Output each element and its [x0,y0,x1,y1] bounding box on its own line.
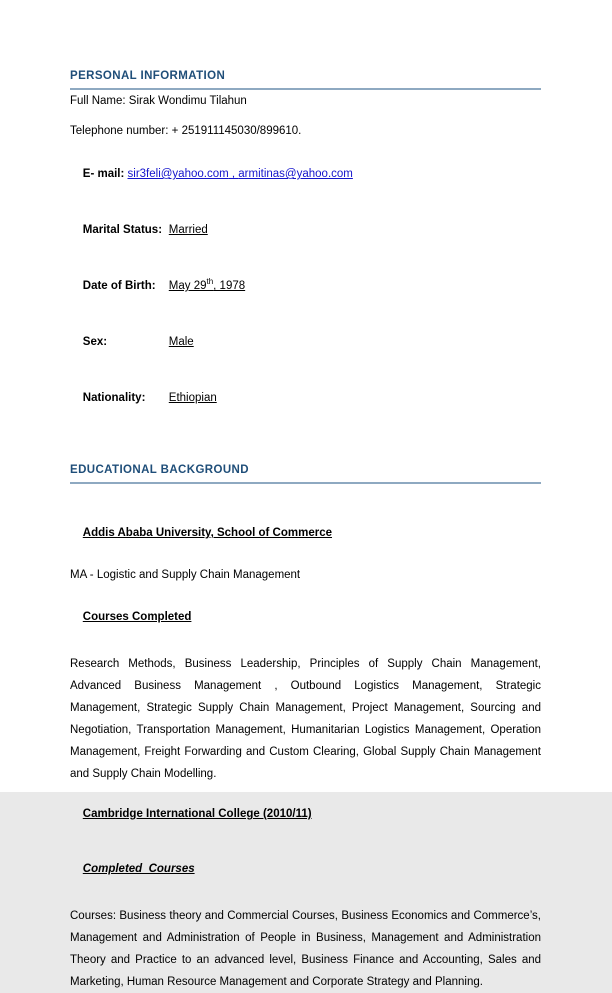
courses-completed-line [70,598,541,637]
email-link-secondary[interactable]: armitinas@yahoo.com [238,168,353,180]
nationality-label: Nationality: [82,392,146,404]
completed-courses-label: Completed Courses [82,863,195,875]
courses2-paragraph: Courses: Business theory and Commercial Courses, Business Economics and Commerce’s, Management and Administration of People in Business, Management and Administration Theory and Practice to an advanced level, Business Finance and Accounting, Sales and Marketing, Human Resource Management and Corporate Strategy and Planning. [70,910,541,988]
nationality-row [70,379,541,418]
school1-title-line [70,514,541,553]
email-link-primary[interactable]: sir3feli@yahoo.com [127,168,229,180]
marital-status-row [70,211,541,250]
telephone-line: Telephone number: + 251911145030/899610. [70,125,302,137]
school2-title-line [70,795,541,834]
date-of-birth-row [70,267,541,306]
school2-title: Cambridge International College (2010/11) [82,808,312,820]
marital-status-label: Marital Status: [82,224,163,236]
personal-information-heading: PERSONAL INFORMATION [70,70,541,90]
date-of-birth-label: Date of Birth: [82,280,156,292]
sex-value: Male [168,336,194,348]
email-label: E- mail: [82,168,128,180]
completed-courses-line [70,850,541,889]
sex-row [70,323,541,362]
date-of-birth-value: May 29th, 1978 [168,277,246,292]
degree1-line: MA - Logistic and Supply Chain Management [70,569,301,581]
marital-status-value: Married [168,224,208,236]
email-line [70,155,541,194]
email-link-separator: , [228,168,239,180]
courses-completed-label: Courses Completed [82,611,192,623]
nationality-value: Ethiopian [168,392,217,404]
full-name-line: Full Name: Sirak Wondimu Tilahun [70,95,247,107]
courses1-paragraph: Research Methods, Business Leadership, Principles of Supply Chain Management, Advanced Business Management , Outbound Logistics Management, Strategic Management, Strategic Supply Chain Management, Project Management, Sourcing and Negotiation, Transportation Management, Humanitarian Logistics Management, Operation Management, Freight Forwarding and Custom Clearing, Global Supply Chain Management and Supply Chain Modelling. [70,658,541,780]
educational-background-heading: EDUCATIONAL BACKGROUND [70,464,541,484]
school1-title: Addis Ababa University, School of Commerce [82,527,333,539]
sex-label: Sex: [82,336,108,348]
